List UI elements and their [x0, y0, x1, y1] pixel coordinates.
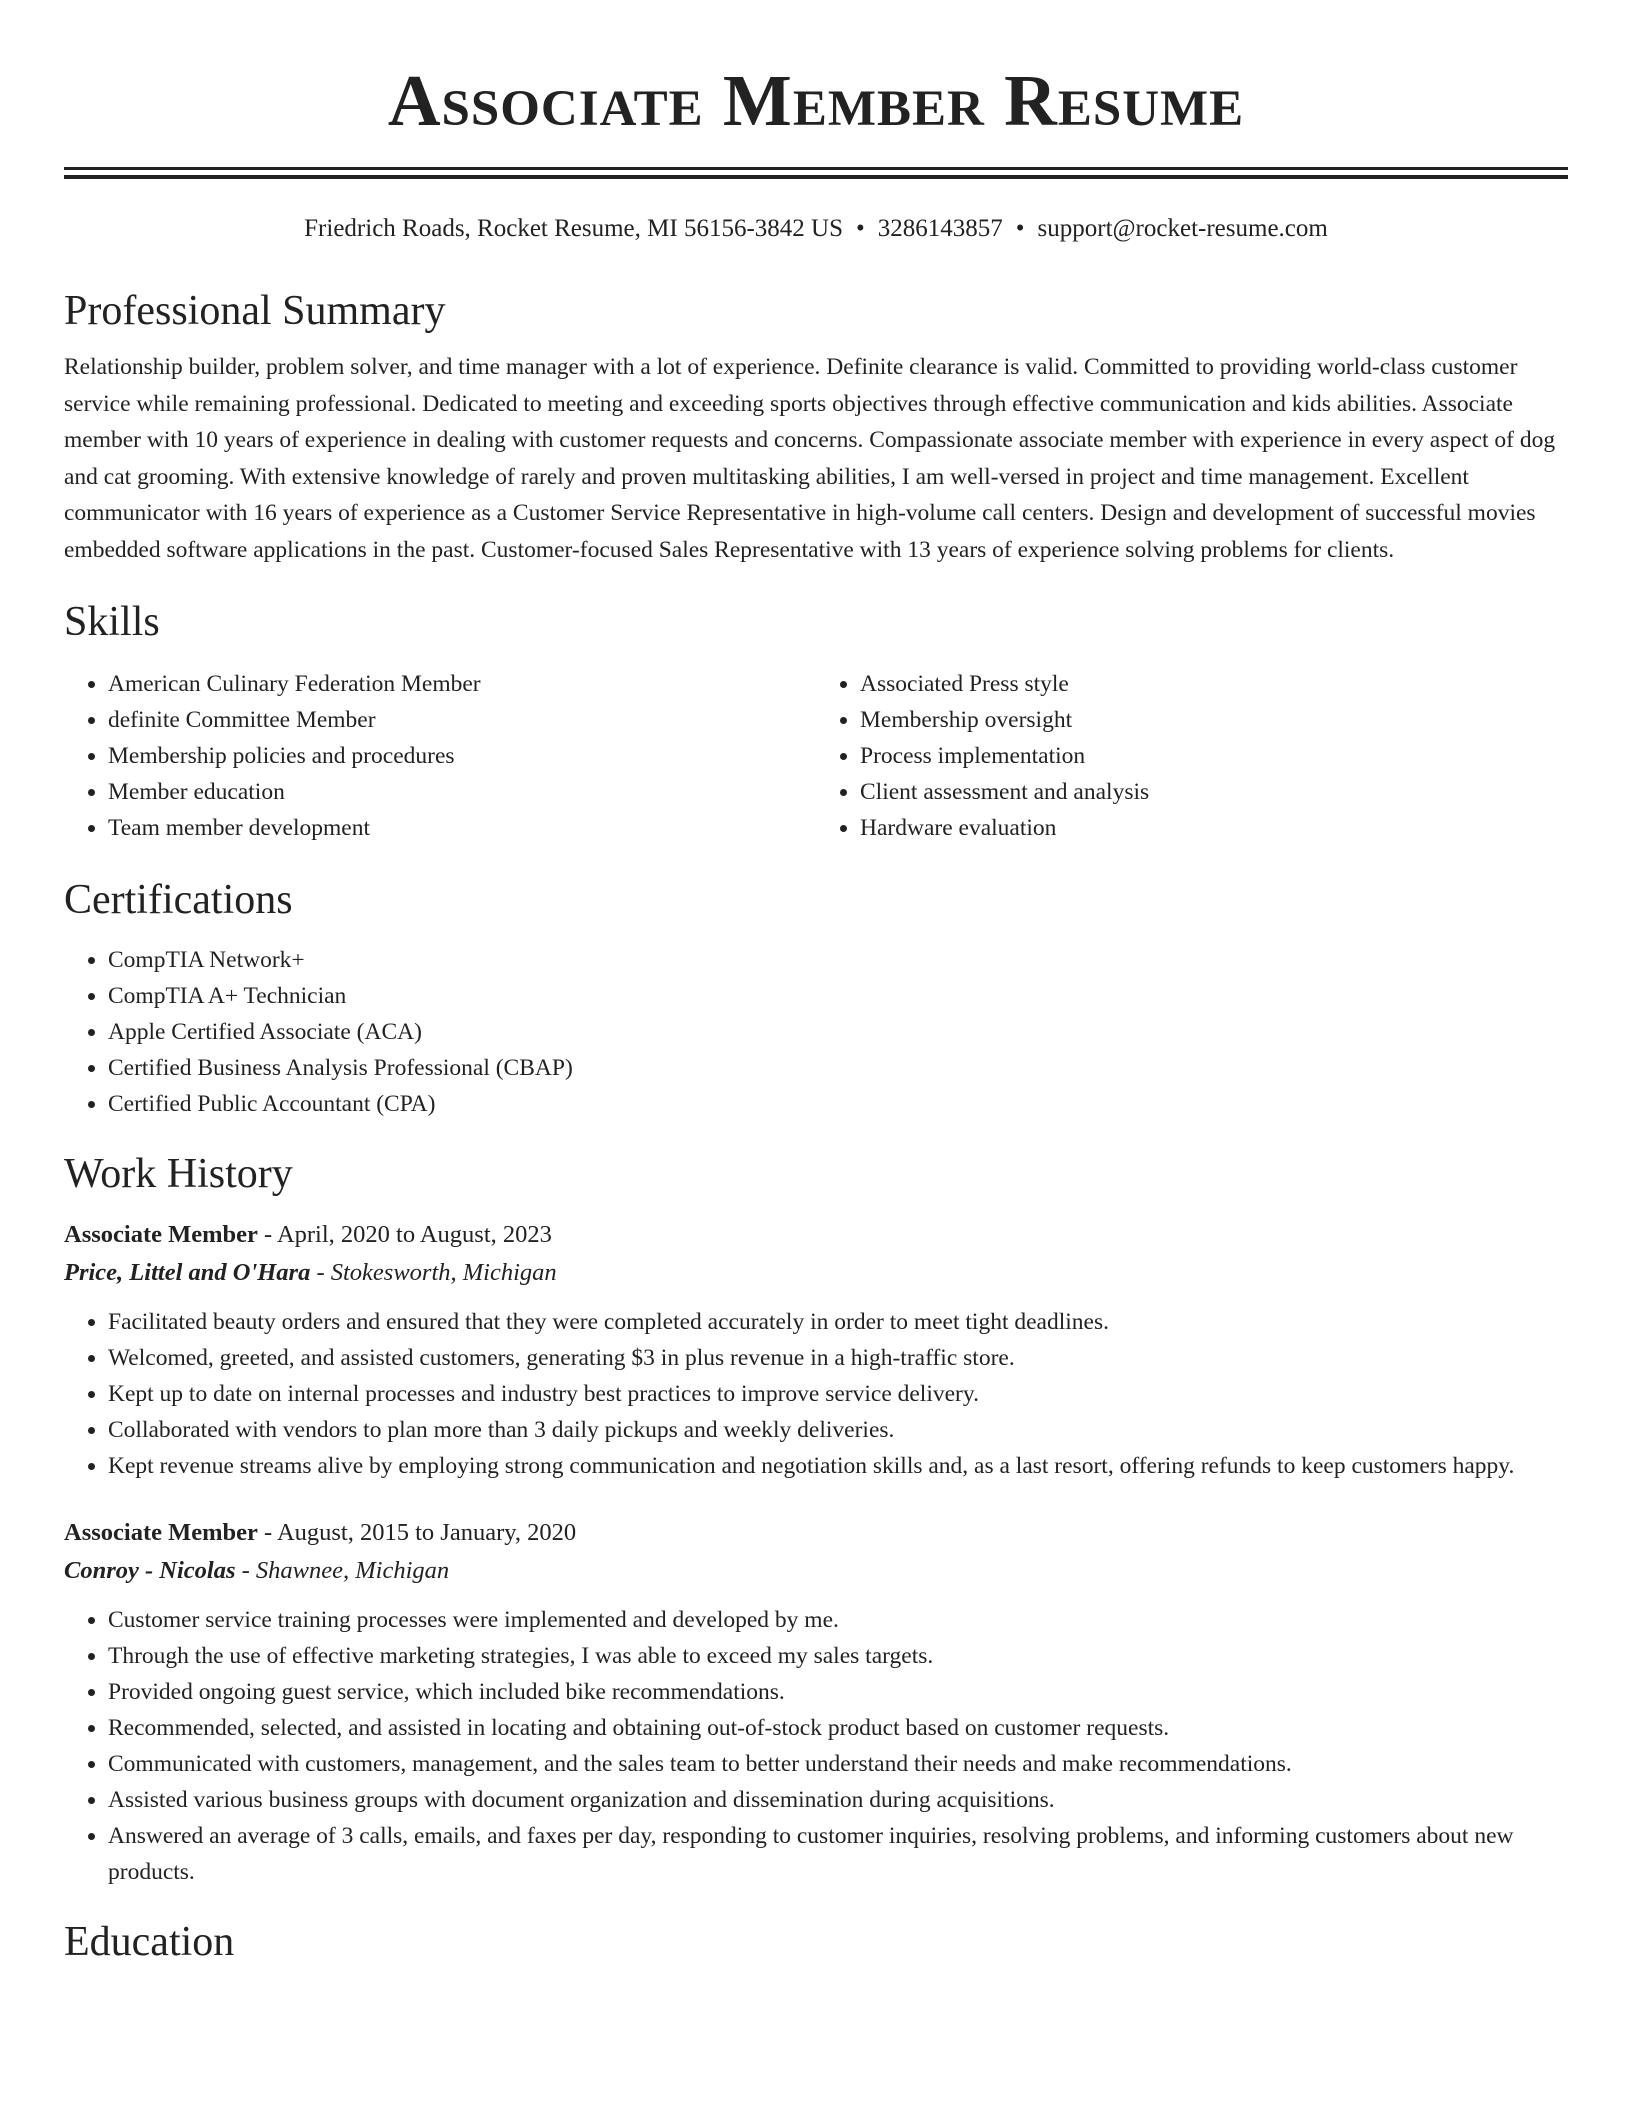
job-dates: - August, 2015 to January, 2020	[257, 1519, 577, 1546]
resume-title: Associate Member Resume	[387, 60, 1245, 141]
job-bullets	[64, 1304, 1568, 1484]
job-title: Associate Member	[64, 1519, 258, 1546]
job-bullet: • Kept revenue streams alive by employing strong communication and negotiation skills and, as a last resort, offering refunds to keep customers happy.	[108, 1448, 1568, 1484]
job-bullet: • Customer service training processes were implemented and developed by me.	[108, 1602, 1568, 1638]
job-company-line	[64, 1552, 1568, 1590]
skills-grid	[64, 666, 1568, 846]
job-location: - Stokesworth, Michigan	[310, 1259, 557, 1286]
certification-item: • Certified Public Accountant (CPA)	[108, 1086, 1568, 1122]
skill-item: • Team member development	[108, 810, 816, 846]
skill-item: • Member education	[108, 774, 816, 810]
skills-heading: Skills	[64, 599, 160, 645]
job-bullet: • Through the use of effective marketing strategies, I was able to exceed my sales targets.	[108, 1638, 1568, 1674]
job-bullet: • Recommended, selected, and assisted in locating and obtaining out-of-stock product based on customer requests.	[108, 1710, 1568, 1746]
job-title-line	[64, 1216, 1568, 1254]
job-bullet: • Kept up to date on internal processes and industry best practices to improve service delivery.	[108, 1376, 1568, 1412]
contact-separator: •	[856, 215, 865, 242]
summary-text: Relationship builder, problem solver, and time manager with a lot of experience. Definite clearance is valid. Committed to providing world-class customer service while remaining professional. Dedicated to meeting and exceeding sports objectives through effective communication and kids abilities. Associate member with 10 years of experience in dealing with customer requests and concerns. Compassionate associate member with experience in every aspect of dog and cat grooming. With extensive knowledge of rarely and proven multitasking abilities, I am well-versed in project and time management. Excellent communicator with 16 years of experience as a Customer Service Representative in high-volume call centers. Design and development of successful movies embedded software applications in the past. Customer-focused Sales Representative with 13 years of experience solving problems for clients.	[64, 354, 1556, 563]
education-heading: Education	[64, 1919, 235, 1965]
skill-item: • Hardware evaluation	[860, 810, 1568, 846]
job-dates: - April, 2020 to August, 2023	[257, 1221, 552, 1248]
certifications-heading: Certifications	[64, 877, 293, 923]
certification-item: • CompTIA Network+	[108, 942, 1568, 978]
summary-heading: Professional Summary	[64, 288, 446, 334]
job-company-line	[64, 1254, 1568, 1292]
contact-address: Friedrich Roads, Rocket Resume, MI 56156-3842 US	[304, 215, 843, 242]
certification-item: • Certified Business Analysis Professional (CBAP)	[108, 1050, 1568, 1086]
skill-item: • Client assessment and analysis	[860, 774, 1568, 810]
job-company: Conroy - Nicolas	[64, 1557, 236, 1584]
certifications-list	[64, 942, 1568, 1122]
skill-item: • definite Committee Member	[108, 702, 816, 738]
contact-phone: 3286143857	[877, 215, 1003, 242]
job-bullet: • Assisted various business groups with document organization and dissemination during acquisitions.	[108, 1782, 1568, 1818]
job-bullet: • Facilitated beauty orders and ensured that they were completed accurately in order to meet tight deadlines.	[108, 1304, 1568, 1340]
skills-list-right	[816, 666, 1568, 846]
contact-line	[64, 213, 1568, 245]
job-bullet: • Provided ongoing guest service, which included bike recommendations.	[108, 1674, 1568, 1710]
skill-item: • Associated Press style	[860, 666, 1568, 702]
job-title-line	[64, 1514, 1568, 1552]
contact-email: support@rocket-resume.com	[1037, 215, 1328, 242]
job-entry	[64, 1514, 1568, 1890]
contact-separator: •	[1015, 215, 1025, 242]
job-location: - Shawnee, Michigan	[235, 1557, 450, 1584]
certification-item: • CompTIA A+ Technician	[108, 978, 1568, 1014]
skills-list-left	[64, 666, 816, 846]
certification-item: • Apple Certified Associate (ACA)	[108, 1014, 1568, 1050]
job-bullet: • Answered an average of 3 calls, emails, and faxes per day, responding to customer inquiries, resolving problems, and informing customers about new products.	[108, 1818, 1568, 1890]
skill-item: • American Culinary Federation Member	[108, 666, 816, 702]
job-company: Price, Littel and O'Hara	[64, 1259, 311, 1286]
job-bullet: • Welcomed, greeted, and assisted customers, generating $3 in plus revenue in a high-traffic store.	[108, 1340, 1568, 1376]
job-bullet: • Communicated with customers, management, and the sales team to better understand their needs and make recommendations.	[108, 1746, 1568, 1782]
skill-item: • Membership oversight	[860, 702, 1568, 738]
job-bullets	[64, 1602, 1568, 1890]
job-title: Associate Member	[64, 1221, 258, 1248]
job-bullet: • Collaborated with vendors to plan more than 3 daily pickups and weekly deliveries.	[108, 1412, 1568, 1448]
title-divider	[64, 167, 1568, 179]
job-entry	[64, 1216, 1568, 1484]
skill-item: • Membership policies and procedures	[108, 738, 816, 774]
skill-item: • Process implementation	[860, 738, 1568, 774]
work-history-heading: Work History	[64, 1151, 293, 1197]
